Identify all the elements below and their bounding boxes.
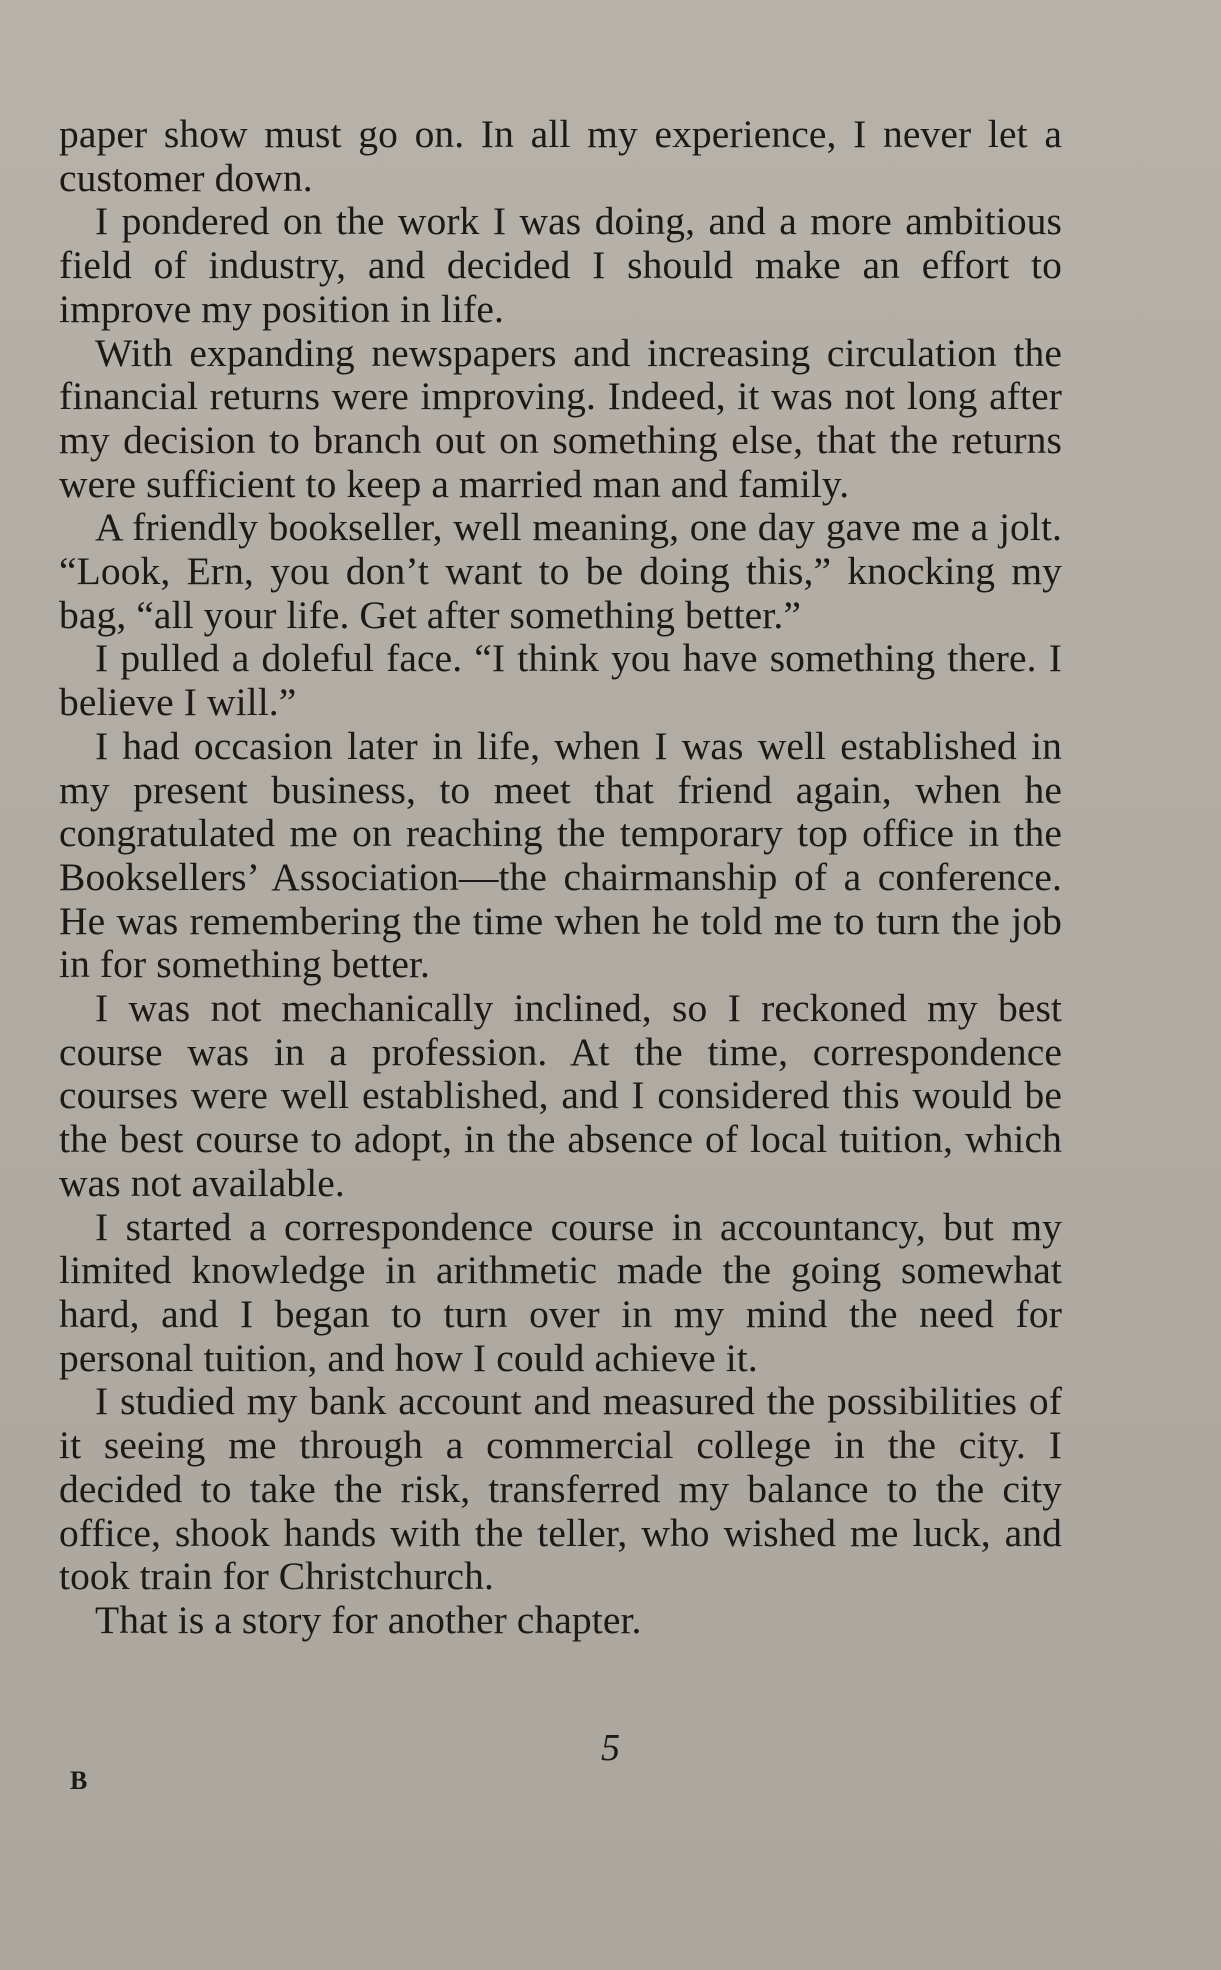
paragraph: I had occasion later in life, when I was well established in my present business, to meet that friend again, when he congratulated me on reaching the temporary top office in the Booksellers’ Association—the chairmanship of a conference. He was remembering the time when he told me to turn the job in for something better. <box>59 723 1062 987</box>
paragraph: paper show must go on. In all my experience, I never let a customer down. <box>59 112 1062 200</box>
paragraph: I pulled a doleful face. “I think you have something there. I believe I will.” <box>59 636 1062 725</box>
paragraph: I started a correspondence course in accountancy, but my limited knowledge in arithmetic made the going somewhat hard, and I began to turn over in my mind the need for personal tuition, and how I could achieve it. <box>59 1204 1062 1380</box>
paragraph: With expanding newspapers and increasing circulation the financial returns were improving. Indeed, it was not long after my decision to branch out on something else, that the returns were sufficient to keep a married man and family. <box>59 330 1062 506</box>
paragraph: I pondered on the work I was doing, and a more ambitious field of industry, and decided I should make an effort to improve my position in life. <box>59 199 1062 331</box>
page-number: 5 <box>601 1727 620 1769</box>
body-text <box>59 113 1062 1643</box>
paragraph: That is a story for another chapter. <box>95 1597 642 1642</box>
paragraph: I studied my bank account and measured the possibilities of it seeing me through a commercial college in the city. I decided to take the risk, transferred my balance to the city office, shook hands with the teller, who wished me luck, and took train for Christchurch. <box>59 1379 1062 1599</box>
signature-mark: B <box>70 1766 88 1795</box>
paragraph: I was not mechanically inclined, so I reckoned my best course was in a profession. At the time, correspondence courses were well established, and I considered this would be the best course to adopt, in the absence of local tuition, which was not available. <box>59 986 1062 1205</box>
paragraph: A friendly bookseller, well meaning, one day gave me a jolt. “Look, Ern, you don’t want to be doing this,” knocking my bag, “all your life. Get after something better.” <box>59 505 1062 637</box>
